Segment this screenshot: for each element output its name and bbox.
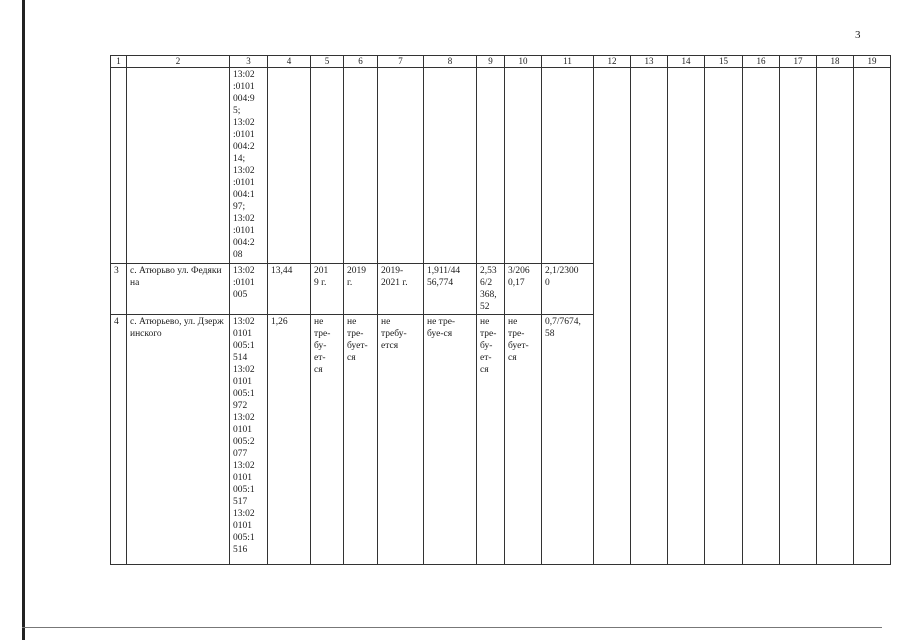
table-row xyxy=(111,68,891,264)
column-header: 19 xyxy=(854,56,891,68)
cell-col8 xyxy=(424,68,477,264)
cell-cadastral: 13:02 :0101 004:9 5; 13:02 :0101 004:2 14; 13:02 :0101 004:1 97; 13:02 :0101 004:2 08 xyxy=(230,68,268,264)
column-header: 3 xyxy=(230,56,268,68)
page-number: 3 xyxy=(855,29,861,41)
cell-empty-col17 xyxy=(780,68,817,565)
cell-col6: не тре- бует- ся xyxy=(344,315,378,565)
cell-empty-col15 xyxy=(705,68,743,565)
cell-col5: 201 9 г. xyxy=(311,264,344,315)
cell-number xyxy=(111,68,127,264)
column-header: 10 xyxy=(505,56,542,68)
cell-col6: 2019 г. xyxy=(344,264,378,315)
cell-empty-col13 xyxy=(631,68,668,565)
data-table xyxy=(110,55,891,565)
cell-col11: 2,1/2300 0 xyxy=(542,264,594,315)
cell-col11: 0,7/7674, 58 xyxy=(542,315,594,565)
cell-col10: 3/206 0,17 xyxy=(505,264,542,315)
column-header: 6 xyxy=(344,56,378,68)
cell-col9: не тре- бу- ет- ся xyxy=(477,315,505,565)
cell-col11 xyxy=(542,68,594,264)
header-row xyxy=(111,56,891,68)
page-bottom-line xyxy=(22,627,882,628)
column-header: 5 xyxy=(311,56,344,68)
cell-col7: не требу- ется xyxy=(378,315,424,565)
cell-empty-col18 xyxy=(817,68,854,565)
cell-col8: не тре- буе-ся xyxy=(424,315,477,565)
column-header: 16 xyxy=(743,56,780,68)
column-header: 18 xyxy=(817,56,854,68)
cell-col4: 1,26 xyxy=(268,315,311,565)
cell-col4 xyxy=(268,68,311,264)
cell-empty-col14 xyxy=(668,68,705,565)
column-header: 4 xyxy=(268,56,311,68)
cell-cadastral: 13:02 :0101 005 xyxy=(230,264,268,315)
column-header: 15 xyxy=(705,56,743,68)
cell-col8: 1,911/44 56,774 xyxy=(424,264,477,315)
cell-col10: не тре- бует- ся xyxy=(505,315,542,565)
cell-col9 xyxy=(477,68,505,264)
column-header: 7 xyxy=(378,56,424,68)
column-header: 13 xyxy=(631,56,668,68)
cell-empty-col12 xyxy=(594,68,631,565)
cell-address: с. Атюрьево, ул. Дзержинского xyxy=(127,315,230,565)
column-header: 8 xyxy=(424,56,477,68)
column-header: 1 xyxy=(111,56,127,68)
cell-col6 xyxy=(344,68,378,264)
column-header: 14 xyxy=(668,56,705,68)
cell-col5 xyxy=(311,68,344,264)
cell-col7: 2019- 2021 г. xyxy=(378,264,424,315)
cell-cadastral: 13:02 0101 005:1 514 13:02 0101 005:1 972 13:02 0101 005:2 077 13:02 0101 005:1 517 13:02 0101 005:1 516 xyxy=(230,315,268,565)
column-header: 2 xyxy=(127,56,230,68)
scan-edge-bar xyxy=(22,0,25,640)
cell-col10 xyxy=(505,68,542,264)
cell-number: 4 xyxy=(111,315,127,565)
column-header: 12 xyxy=(594,56,631,68)
column-header: 11 xyxy=(542,56,594,68)
cell-number: 3 xyxy=(111,264,127,315)
cell-col9: 2,53 6/2 368, 52 xyxy=(477,264,505,315)
column-header: 9 xyxy=(477,56,505,68)
column-header: 17 xyxy=(780,56,817,68)
cell-empty-col16 xyxy=(743,68,780,565)
cell-col5: не тре- бу- ет- ся xyxy=(311,315,344,565)
cell-col7 xyxy=(378,68,424,264)
cell-address: с. Атюрьво ул. Федякина xyxy=(127,264,230,315)
cell-col4: 13,44 xyxy=(268,264,311,315)
cell-address xyxy=(127,68,230,264)
cell-empty-col19 xyxy=(854,68,891,565)
